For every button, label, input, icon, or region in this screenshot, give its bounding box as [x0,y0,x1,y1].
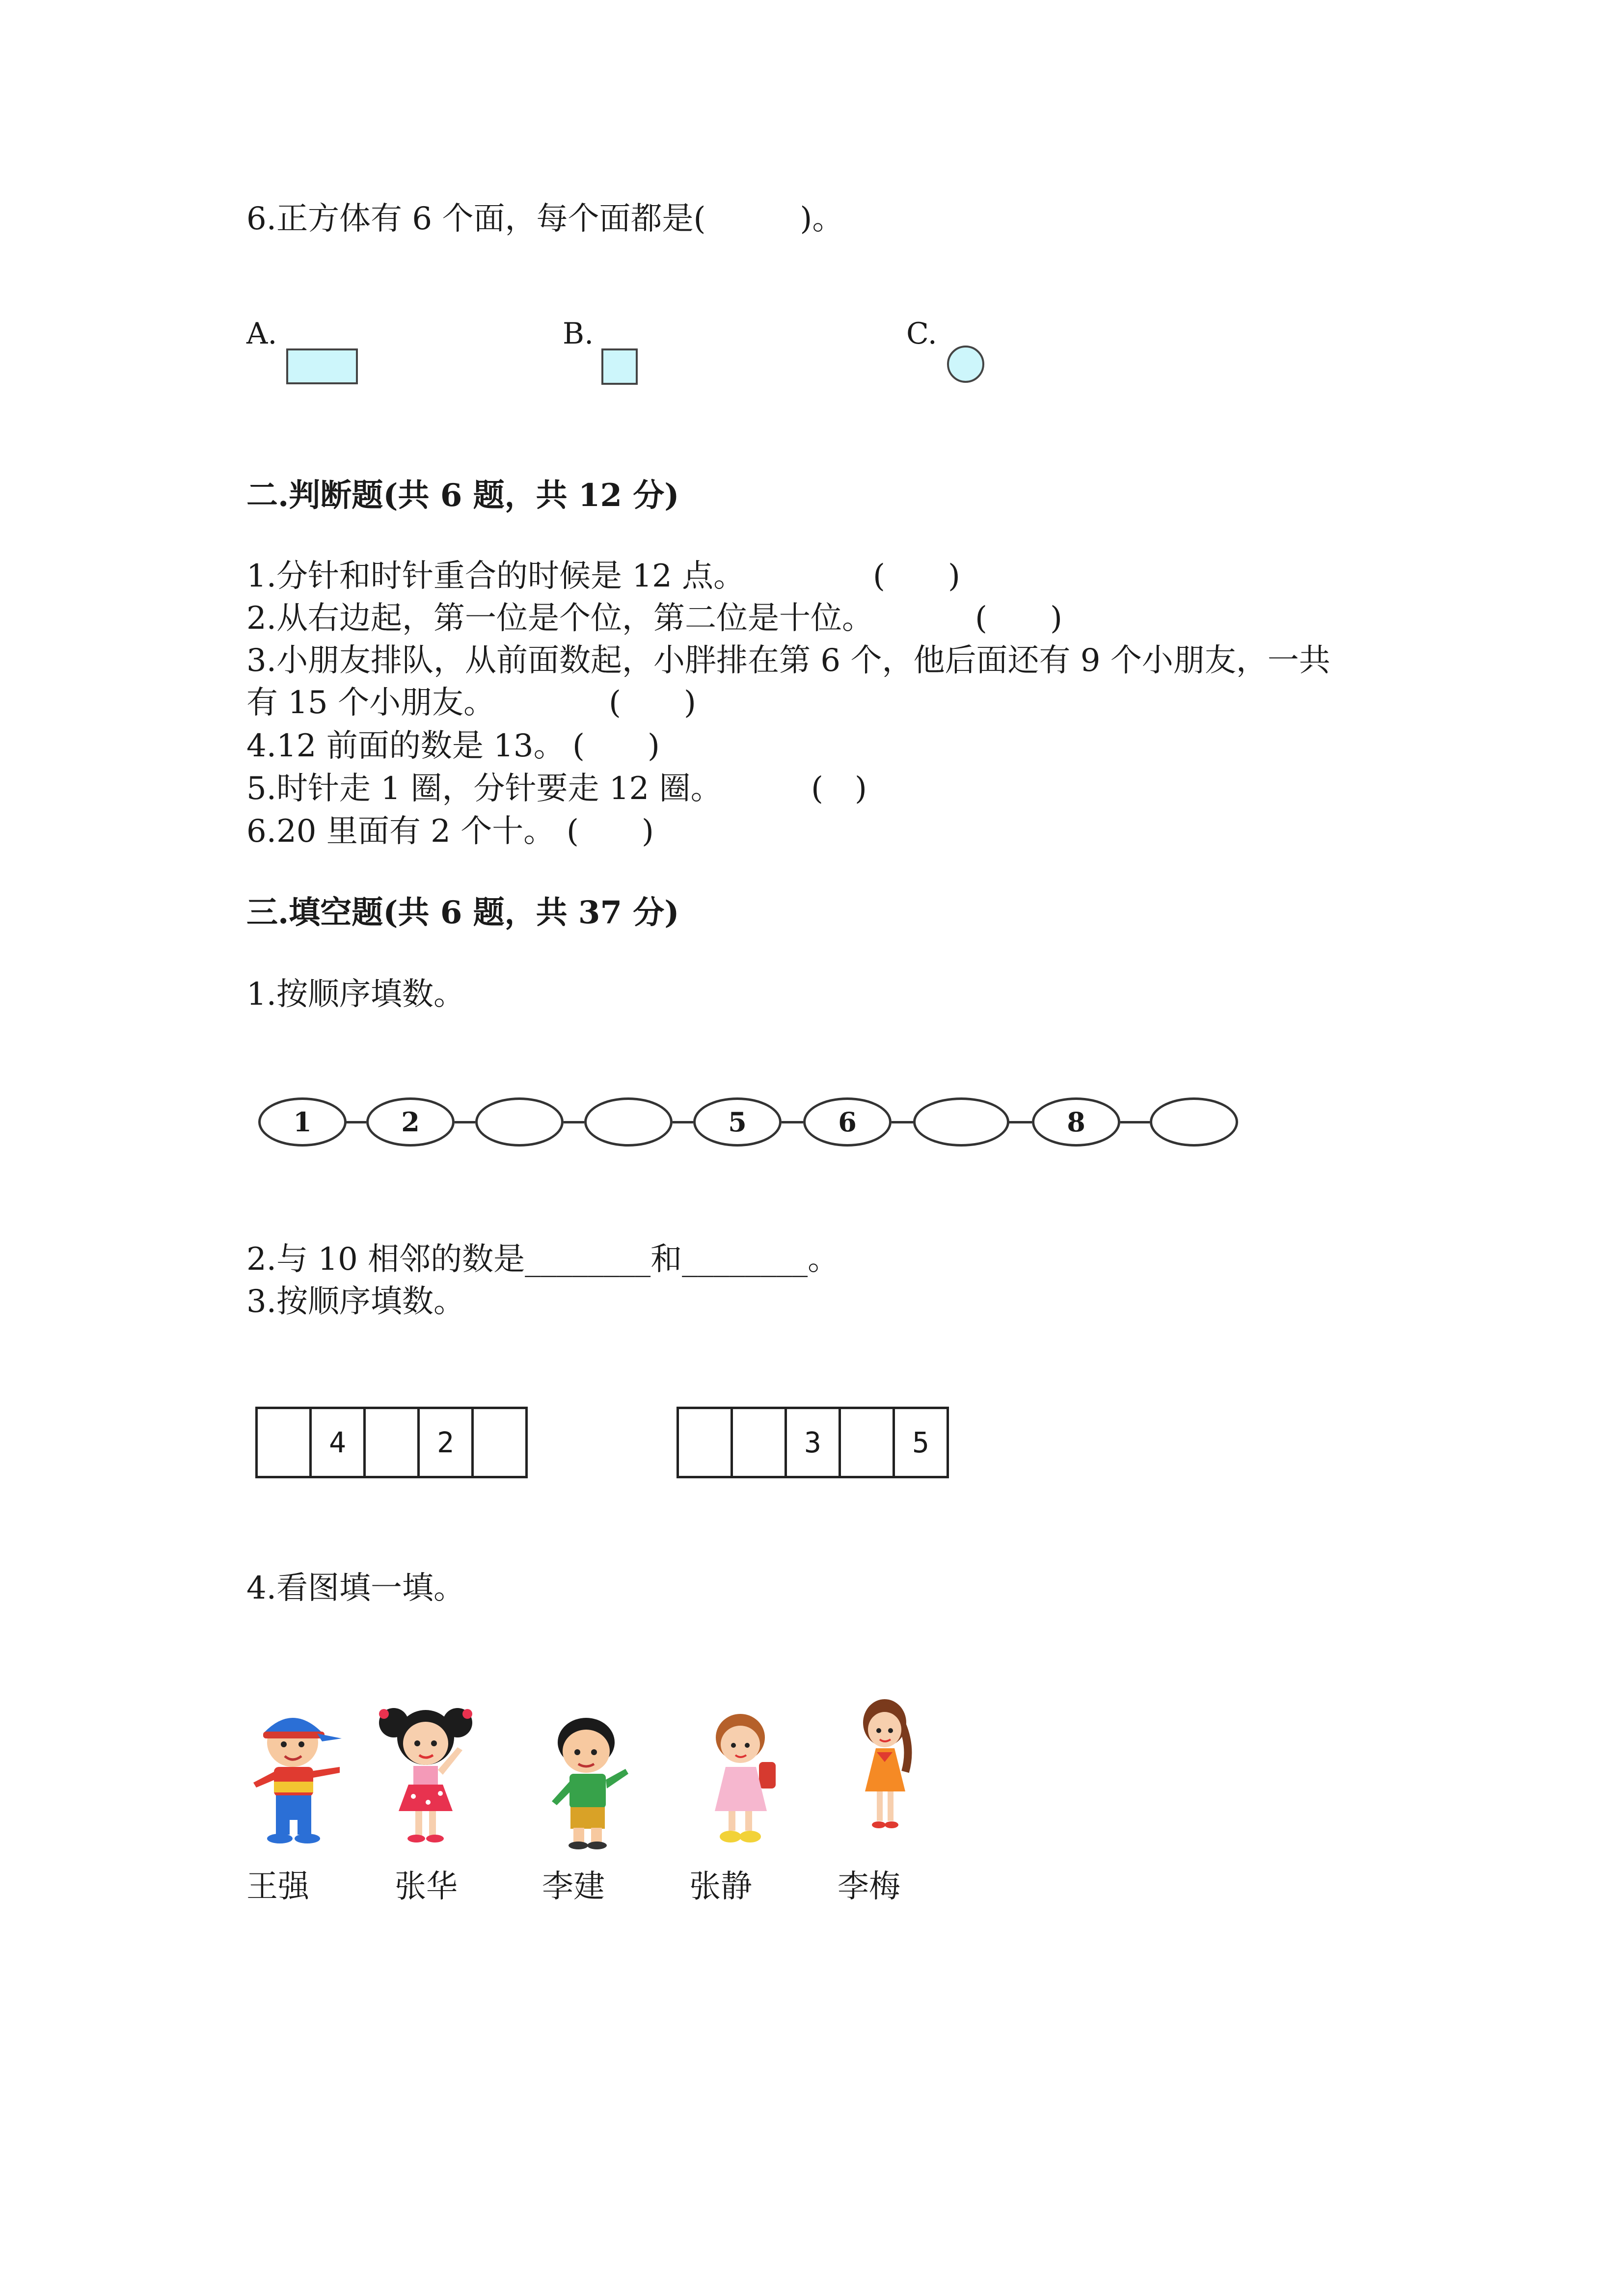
girl-orange-icon [848,1688,922,1845]
boy-green-icon [538,1708,636,1855]
fill-q4-text: 4.看图填一填。 [246,1570,465,1606]
box-left-cell-4: 2 [420,1409,474,1476]
judge-bracket-4: ( ) [572,728,660,764]
fill-q1-text: 1.按顺序填数。 [246,976,465,1013]
judge-bracket-5: ( ) [811,771,867,807]
chain-oval-4[interactable] [584,1097,673,1147]
box-right-cell-1[interactable] [679,1409,733,1476]
fill-q3-text: 3.按顺序填数。 [246,1283,465,1320]
box-row-right [677,1407,949,1478]
judge-item-3b: 有 15 个小朋友。 [246,685,495,721]
judge-item-4: 4.12 前面的数是 13。 [246,728,565,764]
box-left-cell-1[interactable] [258,1409,312,1476]
judge-bracket-1: ( ) [873,558,960,594]
section3-title: 三.填空题(共 6 题，共 37 分) [246,894,679,931]
option-b-square [601,348,638,385]
judge-bracket-2: ( ) [975,600,1062,637]
box-left-cell-2: 4 [312,1409,366,1476]
box-left-cell-5[interactable] [474,1409,528,1476]
judge-item-2: 2.从右边起，第一位是个位，第二位是十位。 [246,600,874,637]
q6-text: 6.正方体有 6 个面，每个面都是( )。 [246,201,844,237]
option-b-label: B. [563,317,594,351]
box-right-cell-2[interactable] [733,1409,787,1476]
chain-oval-7[interactable] [913,1097,1009,1147]
section2-title: 二.判断题(共 6 题，共 12 分) [246,477,679,514]
option-a-label: A. [246,317,277,351]
box-left-cell-3[interactable] [366,1409,420,1476]
kid-name-2: 张华 [395,1869,458,1905]
box-right-cell-5: 5 [895,1409,949,1476]
box-row-left [255,1407,528,1478]
chain-oval-5: 5 [693,1097,782,1147]
option-c-circle [947,346,984,383]
judge-item-1: 1.分针和时针重合的时候是 12 点。 [246,558,745,594]
girl-pigtails-icon [374,1688,482,1855]
box-right-cell-4[interactable] [841,1409,895,1476]
fill-q2-text: 2.与 10 相邻的数是________和________。 [246,1241,839,1278]
judge-item-6: 6.20 里面有 2 个十。 [246,813,555,850]
kid-name-1: 王强 [246,1869,309,1905]
chain-oval-6: 6 [803,1097,892,1147]
chain-oval-1: 1 [258,1097,347,1147]
option-c-label: C. [906,317,937,351]
kid-name-3: 李建 [542,1869,605,1905]
kid-name-5: 李梅 [838,1869,900,1905]
kid-name-4: 张静 [689,1869,752,1905]
judge-bracket-3: ( ) [609,685,696,721]
judge-bracket-6: ( ) [567,813,654,850]
chain-oval-8: 8 [1032,1097,1120,1147]
option-a-rectangle [286,348,358,384]
girl-backpack-icon [693,1703,786,1855]
box-right-cell-3: 3 [787,1409,841,1476]
chain-oval-9[interactable] [1150,1097,1238,1147]
boy-cap-icon [244,1693,352,1850]
chain-oval-2: 2 [366,1097,455,1147]
judge-item-5: 5.时针走 1 圈，分针要走 12 圈。 [246,771,722,807]
judge-item-3a: 3.小朋友排队，从前面数起，小胖排在第 6 个，他后面还有 9 个小朋友，一共 [246,642,1330,679]
chain-oval-3[interactable] [475,1097,564,1147]
